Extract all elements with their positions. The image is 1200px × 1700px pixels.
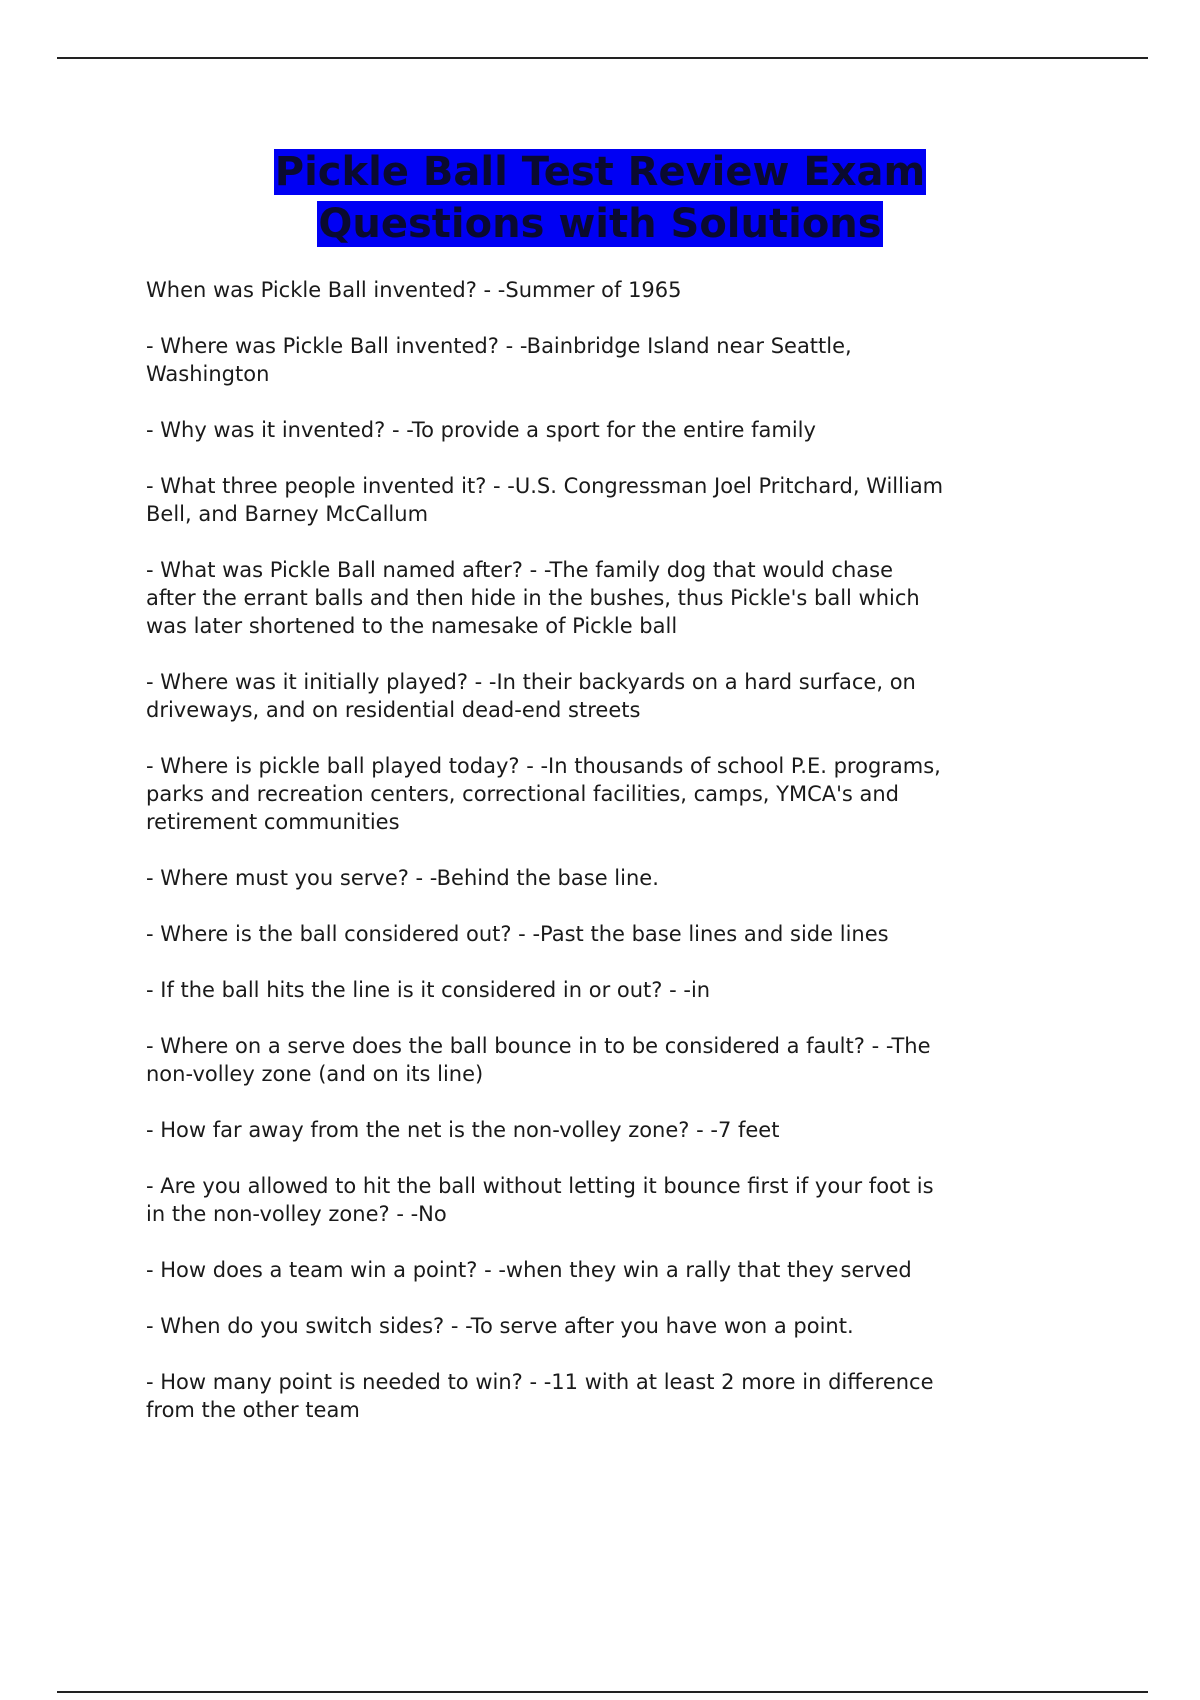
qa-line: - Where is pickle ball played today? - -In thousands of school P.E. programs,: [146, 754, 941, 778]
qa-line: - What was Pickle Ball named after? - -The family dog that would chase: [146, 558, 894, 582]
bottom-rule: [57, 1691, 1148, 1693]
qa-list: [146, 276, 1106, 1452]
title-line-1: Pickle Ball Test Review Exam: [274, 149, 926, 195]
top-rule: [57, 57, 1148, 59]
qa-line: - If the ball hits the line is it considered in or out? - -in: [146, 978, 711, 1002]
qa-line: - How far away from the net is the non-volley zone? - -7 feet: [146, 1118, 780, 1142]
qa-line: - How many point is needed to win? - -11 with at least 2 more in difference: [146, 1370, 934, 1394]
qa-line: - When do you switch sides? - -To serve after you have won a point.: [146, 1314, 854, 1338]
qa-line: - Are you allowed to hit the ball without letting it bounce first if your foot is: [146, 1174, 934, 1198]
qa-line: parks and recreation centers, correctional facilities, camps, YMCA's and: [146, 782, 900, 806]
qa-line: - Where was it initially played? - -In their backyards on a hard surface, on: [146, 670, 916, 694]
qa-line: - How does a team win a point? - -when they win a rally that they served: [146, 1258, 912, 1282]
qa-item: [146, 1172, 1106, 1228]
qa-line: was later shortened to the namesake of Pickle ball: [146, 614, 678, 638]
qa-item: [146, 752, 1106, 836]
qa-item: [146, 1256, 1106, 1284]
qa-item: [146, 472, 1106, 528]
document-title: [0, 146, 1200, 250]
qa-line: - Why was it invented? - -To provide a sport for the entire family: [146, 418, 816, 442]
qa-item: [146, 1312, 1106, 1340]
qa-line: from the other team: [146, 1398, 360, 1422]
qa-item: [146, 1116, 1106, 1144]
qa-item: [146, 276, 1106, 304]
qa-item: [146, 976, 1106, 1004]
qa-line: When was Pickle Ball invented? - -Summer of 1965: [146, 278, 682, 302]
qa-line: non-volley zone (and on its line): [146, 1062, 484, 1086]
qa-line: driveways, and on residential dead-end streets: [146, 698, 641, 722]
qa-item: [146, 668, 1106, 724]
qa-item: [146, 416, 1106, 444]
qa-line: in the non-volley zone? - -No: [146, 1202, 447, 1226]
qa-item: [146, 920, 1106, 948]
qa-line: Bell, and Barney McCallum: [146, 502, 429, 526]
qa-item: [146, 332, 1106, 388]
qa-line: Washington: [146, 362, 270, 386]
qa-line: - Where is the ball considered out? - -Past the base lines and side lines: [146, 922, 889, 946]
qa-item: [146, 556, 1106, 640]
qa-line: - Where on a serve does the ball bounce in to be considered a fault? - -The: [146, 1034, 931, 1058]
qa-line: - Where was Pickle Ball invented? - -Bainbridge Island near Seattle,: [146, 334, 852, 358]
qa-line: retirement communities: [146, 810, 400, 834]
qa-line: after the errant balls and then hide in the bushes, thus Pickle's ball which: [146, 586, 920, 610]
qa-item: [146, 1368, 1106, 1424]
qa-line: - Where must you serve? - -Behind the base line.: [146, 866, 659, 890]
title-line-2: Questions with Solutions: [318, 201, 882, 247]
qa-line: - What three people invented it? - -U.S. Congressman Joel Pritchard, William: [146, 474, 944, 498]
qa-item: [146, 864, 1106, 892]
qa-item: [146, 1032, 1106, 1088]
